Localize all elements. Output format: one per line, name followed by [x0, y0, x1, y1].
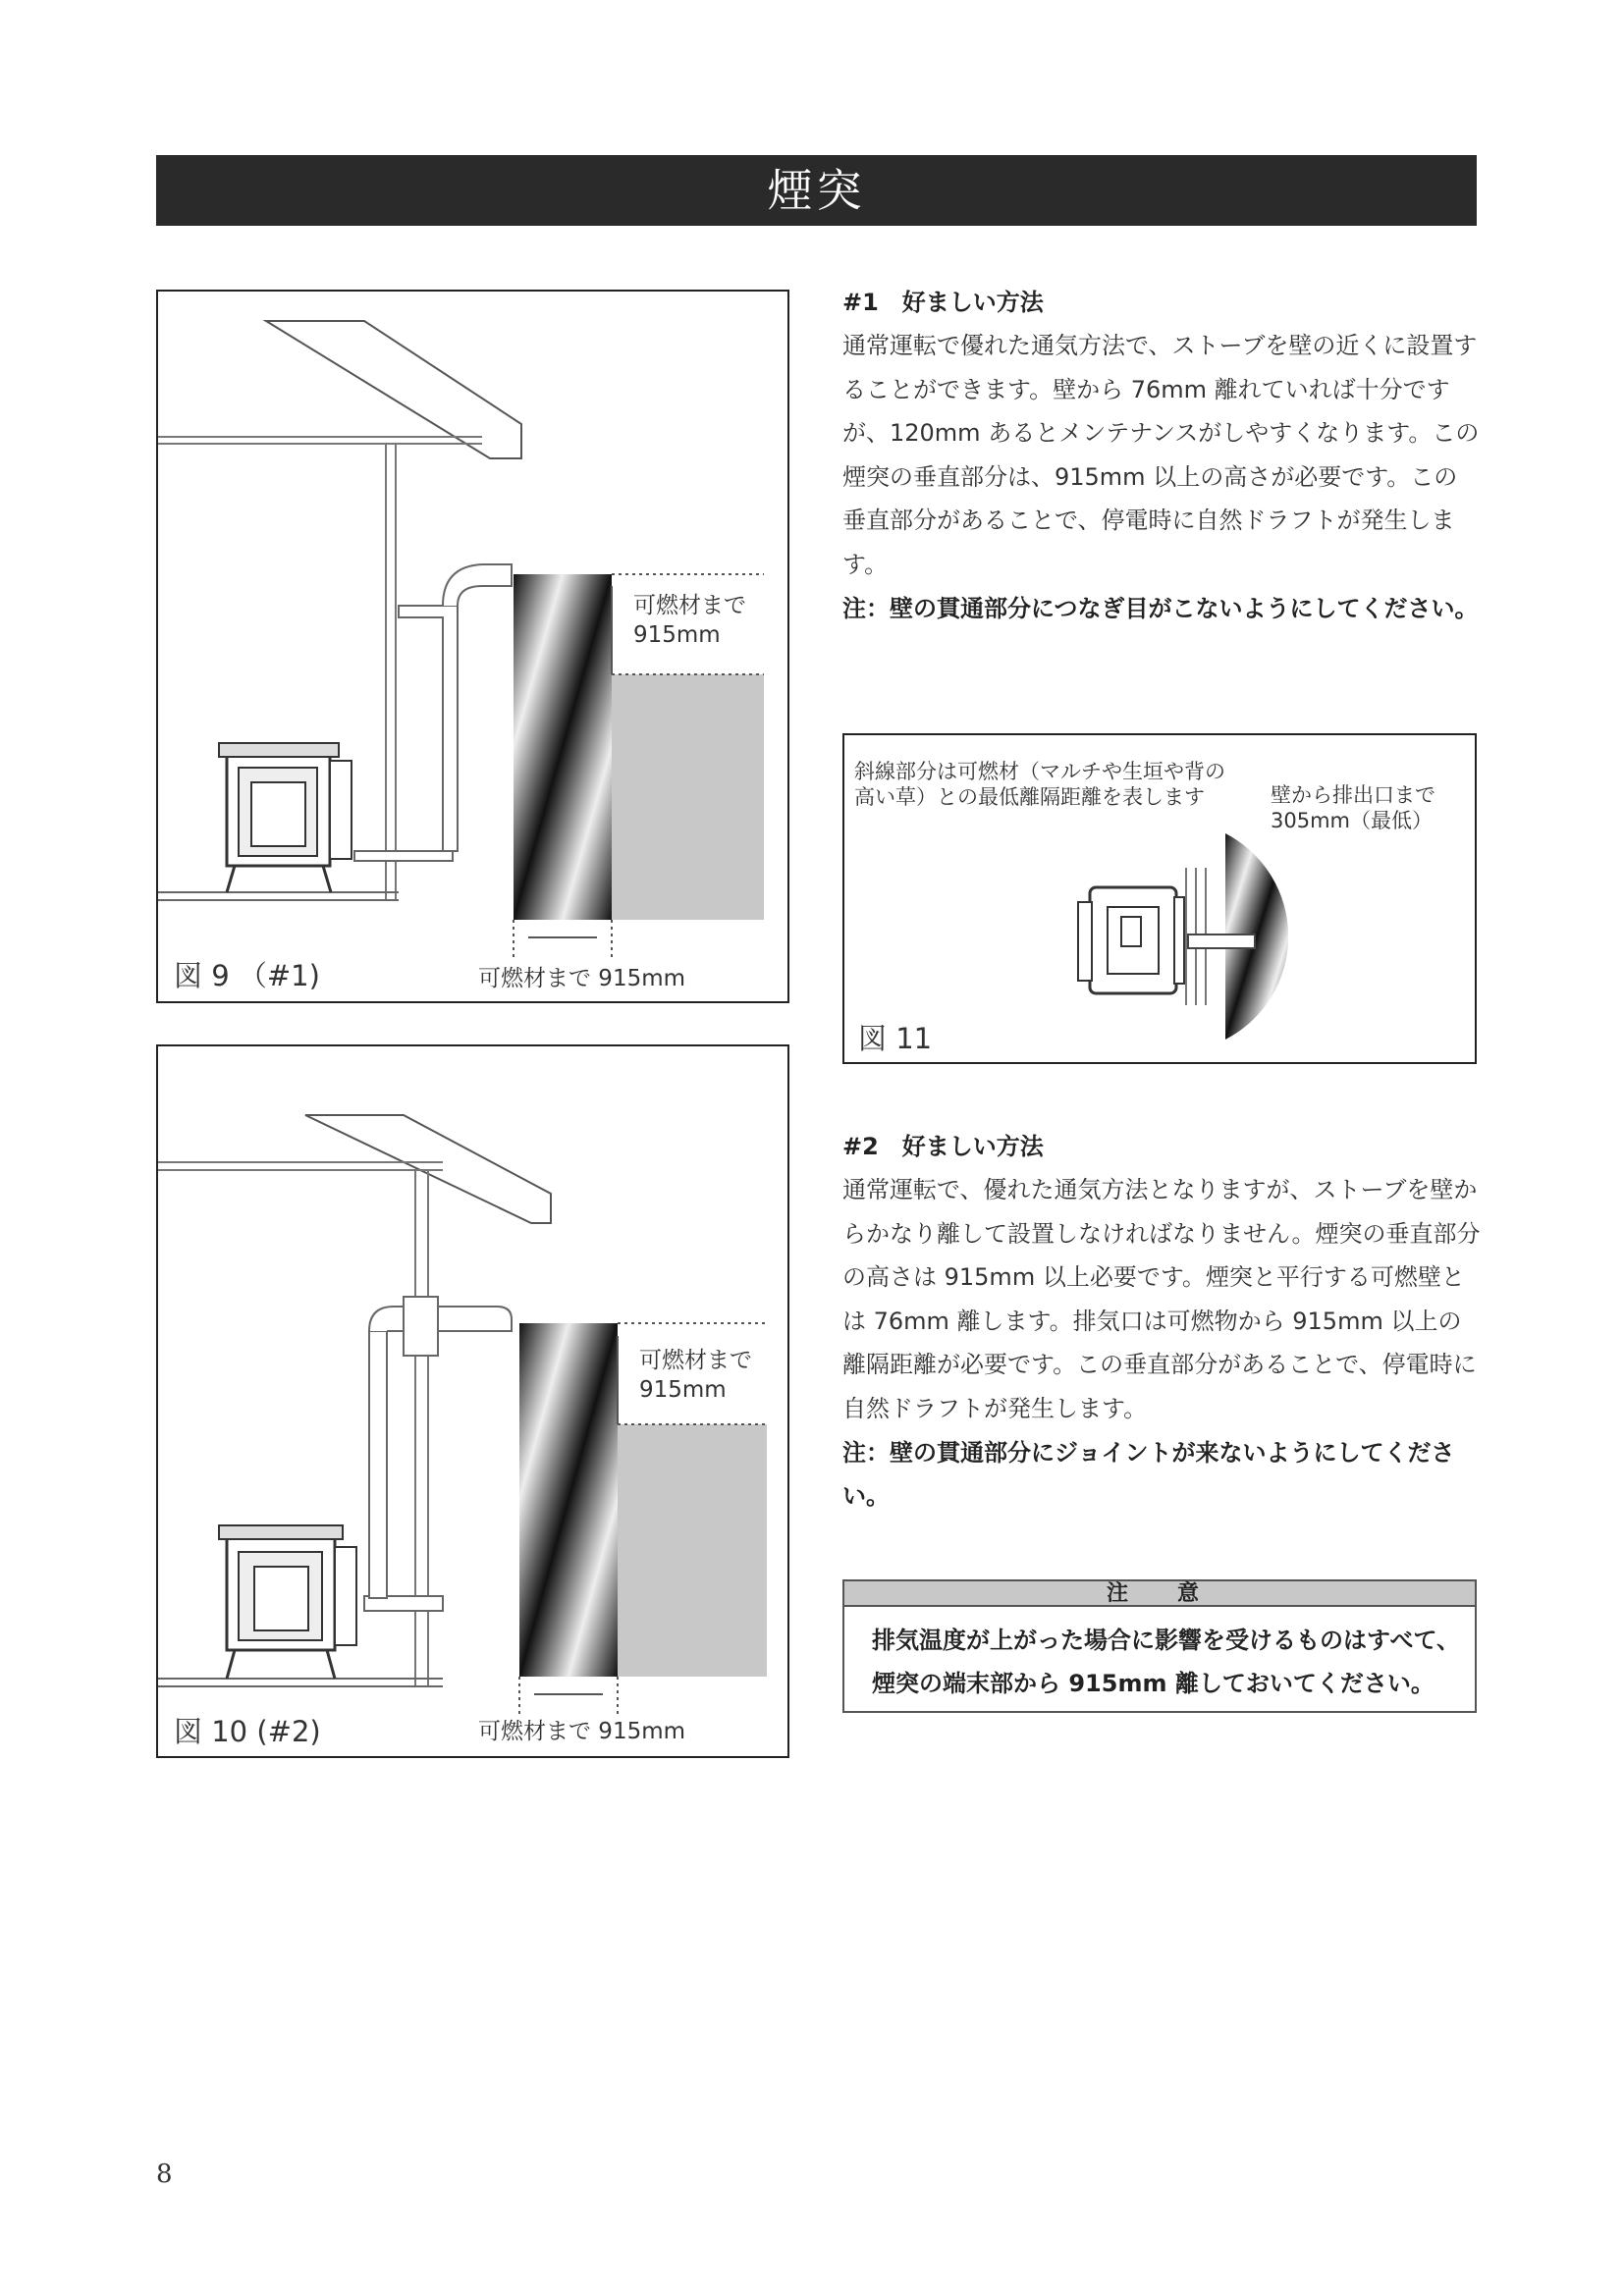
figure-9-bottom-label: 可燃材まで 915mm: [478, 966, 686, 991]
section-1-heading: #1 好ましい方法: [842, 289, 1044, 316]
noncombustible-zone: [618, 1424, 767, 1677]
combustible-clearance-zone: [519, 1323, 618, 1677]
combustible-clearance-zone: [514, 574, 612, 920]
section-1-body: 通常運転で優れた通気方法で、ストーブを壁の近くに設置することができます。壁から 76mm 離れていれば十分ですが、120mm あるとメンテナンスがしやすくなります。この煙突の垂直部分は、915mm 以上の高さが必要です。この垂直部分があることで、停電時に自然ドラフトが発生します。: [842, 332, 1480, 578]
section-1: [842, 281, 1481, 630]
noncombustible-zone: [612, 674, 764, 920]
chimney-vertical-pipe: [369, 1331, 387, 1598]
figure-10: [156, 1044, 789, 1758]
vent-pipe: [1188, 934, 1255, 948]
chimney-cap: [369, 1307, 512, 1331]
figure-11-caption: 図 11: [858, 1022, 933, 1055]
figure-10-top-label: 可燃材まで 915mm: [639, 1348, 752, 1403]
figure-9: [156, 290, 789, 1003]
section-2: [842, 1125, 1481, 1519]
figure-10-bottom-label: 可燃材まで 915mm: [478, 1719, 686, 1744]
stove-icon: [219, 1525, 356, 1679]
stove-icon: [219, 743, 352, 892]
stove-top-view-icon: [1078, 887, 1184, 993]
figure-11: [842, 733, 1477, 1064]
figure-9-top-label: 可燃材まで 915mm: [633, 593, 746, 648]
chimney-cap: [443, 564, 512, 606]
figure-9-caption: 図 9 （#1): [174, 959, 320, 992]
section-2-body: 通常運転で、優れた通気方法となりますが、ストーブを壁からかなり離して設置しなければなりません。煙突の垂直部分の高さは 915mm 以上必要です。煙突と平行する可燃壁とは 76mm 離します。排気口は可燃物から 915mm 以上の離隔距離が必要です。この垂直部分があることで、停電時に自然ドラフトが発生します。: [842, 1176, 1481, 1422]
caution-title: 注 意: [844, 1581, 1475, 1607]
page-title: 煙突: [156, 155, 1477, 226]
section-2-heading: #2 好ましい方法: [842, 1133, 1044, 1160]
section-2-note: 注：壁の貫通部分にジョイントが来ないようにしてください。: [842, 1438, 1455, 1511]
figure-10-caption: 図 10 (#2): [174, 1715, 321, 1748]
section-1-note: 注：壁の貫通部分につなぎ目がこないようにしてください。: [842, 594, 1479, 622]
page-number: 8: [156, 2160, 173, 2189]
figure-11-left-label: 斜線部分は可燃材（マルチや生垣や背の 高い草）との最低離隔距離を表します: [854, 760, 1225, 809]
chimney-horizontal-pipe: [354, 851, 453, 861]
caution-body: 排気温度が上がった場合に影響を受けるものはすべて、煙突の端末部から 915mm 離しておいてください。: [872, 1627, 1461, 1697]
figure-11-right-label: 壁から排出口まで 305mm（最低）: [1271, 783, 1435, 832]
caution-box: [842, 1579, 1477, 1713]
